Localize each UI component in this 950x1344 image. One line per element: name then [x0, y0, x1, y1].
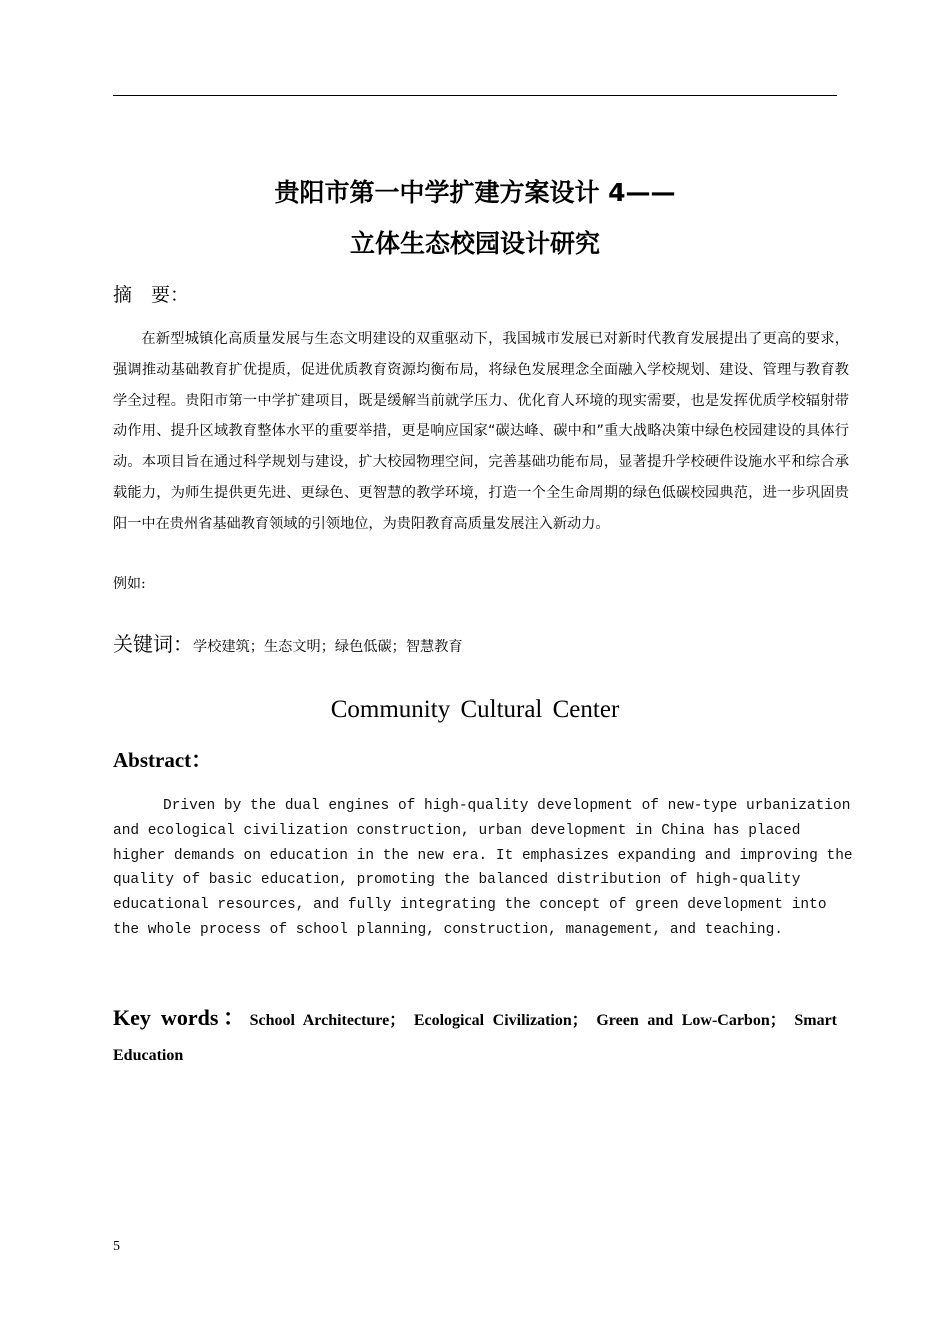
keywords-en-values: School Architecture； Ecological Civilization； Green and Low-Carbon； Smart Education	[113, 1012, 837, 1064]
keywords-en	[113, 1000, 837, 1073]
abstract-zh-paragraph: 在新型城镇化高质量发展与生态文明建设的双重驱动下，我国城市发展已对新时代教育发展提出了更高的要求，强调推动基础教育扩优提质，促进优质教育资源均衡布局，将绿色发展理念全面融入学校规划、建设、管理与教育教学全过程。贵阳市第一中学扩建项目，既是缓解当前就学压力、优化育人环境的现实需要，也是发挥优质学校辐射带动作用、提升区域教育整体水平的重要举措，更是响应国家“碳达峰、碳中和”重大战略决策中绿色校园建设的具体行动。本项目旨在通过科学规划与建设，扩大校园物理空间，完善基础功能布局，显著提升学校硬件设施水平和综合承载能力，为师生提供更先进、更绿色、更智慧的教学环境，打造一个全生命周期的绿色低碳校园典范，进一步巩固贵阳一中在贵州省基础教育领域的引领地位，为贵阳教育高质量发展注入新动力。	[113, 331, 849, 532]
keywords-en-label: Key words：	[113, 1005, 250, 1030]
abstract-en-paragraph: Driven by the dual engines of high-quality development of new-type urbanization and ecological civilization construction, urban development in China has placed higher demands on education in the new era. It emphasizes expanding and improving the quality of basic education, promoting the balanced distribution of high-quality educational resources, and fully integrating the concept of green development into the whole process of school planning, construction, management, and teaching.	[113, 798, 853, 938]
keywords-zh	[113, 630, 463, 661]
keywords-zh-values: 学校建筑；生态文明；绿色低碳；智慧教育	[193, 639, 463, 655]
abstract-zh-body	[113, 324, 849, 540]
english-title: Community Cultural Center	[330, 696, 620, 723]
keywords-zh-label: 关键词：	[113, 632, 193, 656]
document-title-line2: 立体生态校园设计研究	[349, 229, 600, 258]
abstract-en-heading: Abstract：	[113, 748, 213, 772]
header-rule	[113, 95, 837, 96]
abstract-zh-heading: 摘 要：	[113, 284, 190, 306]
example-label: 例如:	[113, 576, 146, 592]
document-title-line1: 贵阳市第一中学扩建方案设计 4——	[274, 178, 676, 207]
page-number: 5	[113, 1239, 120, 1254]
abstract-en-body	[113, 794, 853, 943]
